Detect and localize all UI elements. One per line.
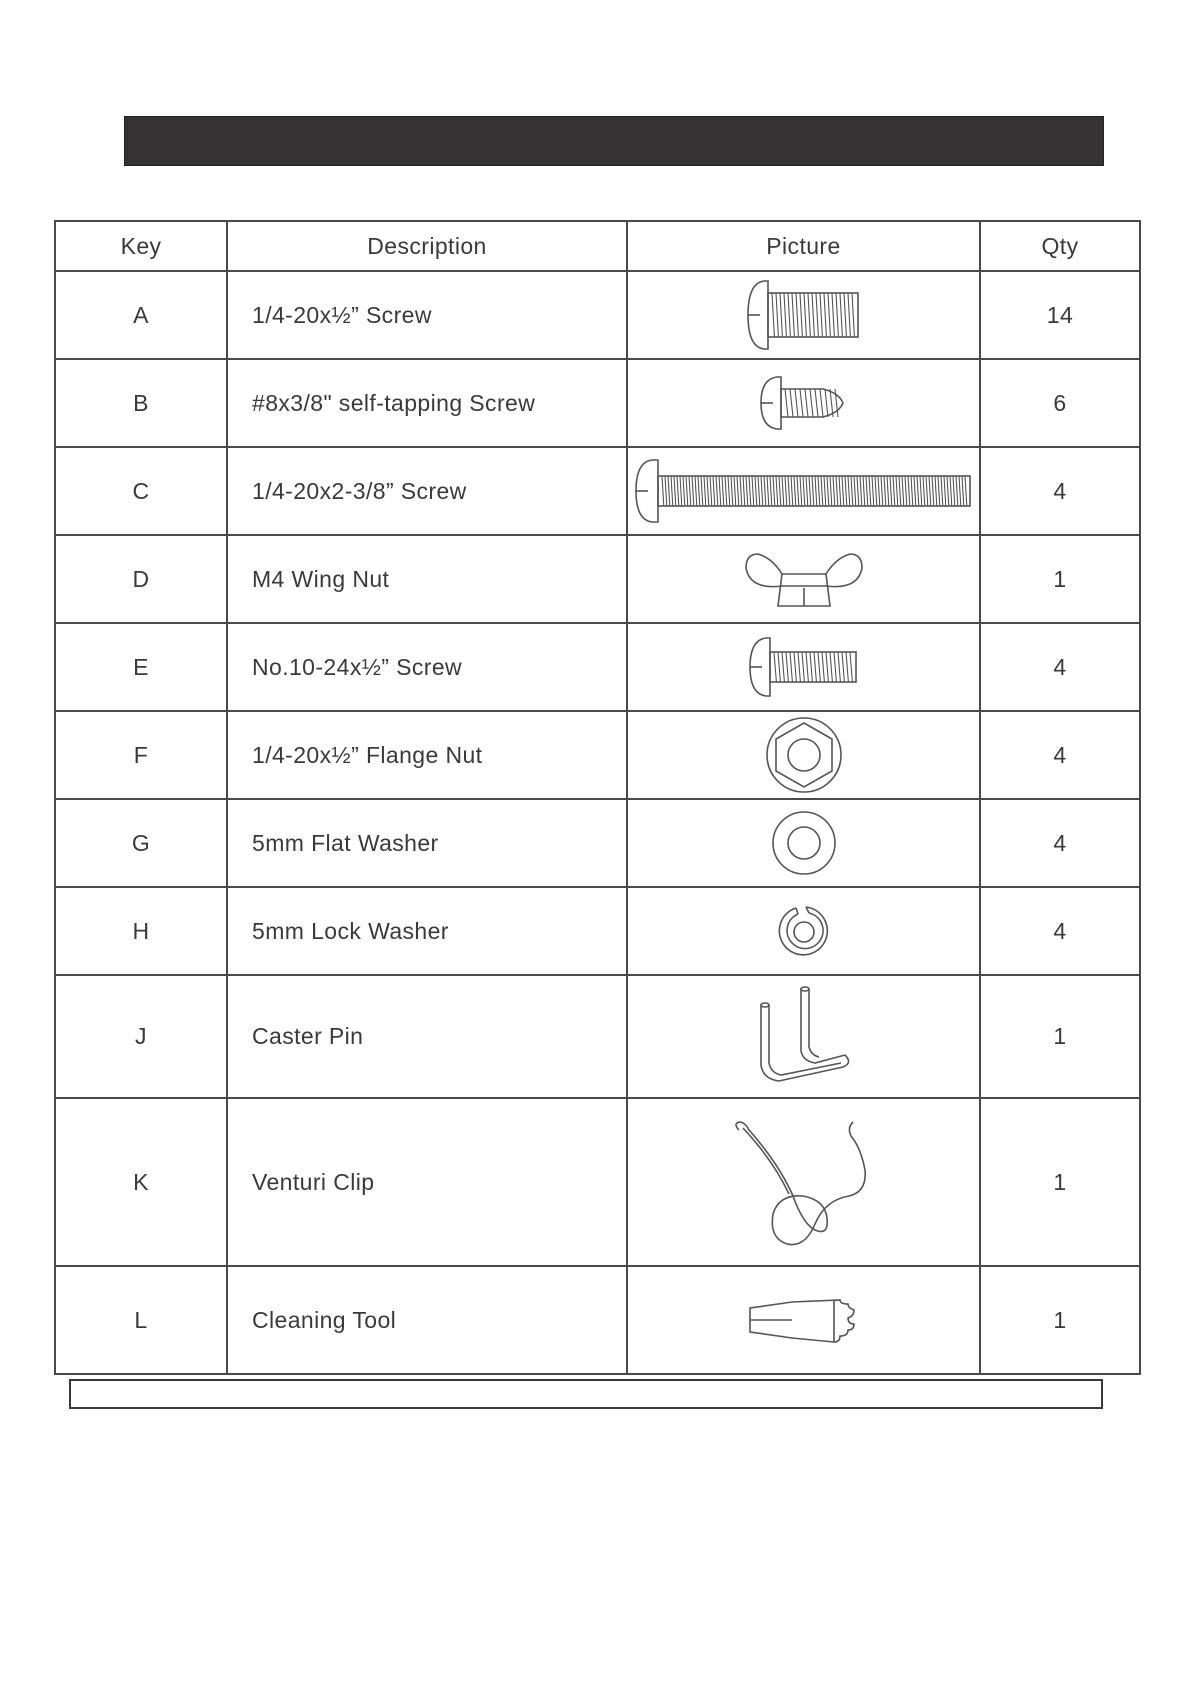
- part-description: 5mm Lock Washer: [227, 887, 627, 975]
- part-key: A: [55, 271, 227, 359]
- part-quantity: 4: [980, 799, 1140, 887]
- hardware-table: [54, 220, 1141, 1375]
- table-row: [55, 711, 1140, 799]
- flat-washer-icon: [769, 808, 839, 878]
- part-description: 1/4-20x2-3/8” Screw: [227, 447, 627, 535]
- machine-screw-icon: [748, 634, 860, 700]
- part-key: K: [55, 1098, 227, 1266]
- table-header-row: [55, 221, 1140, 271]
- header-bar: [124, 116, 1104, 166]
- part-quantity: 4: [980, 711, 1140, 799]
- part-quantity: 1: [980, 1098, 1140, 1266]
- venturi-clip-icon: [729, 1114, 879, 1250]
- column-header-qty: Qty: [980, 221, 1140, 271]
- part-quantity: 4: [980, 887, 1140, 975]
- table-row: [55, 1266, 1140, 1374]
- table-row: [55, 975, 1140, 1098]
- part-quantity: 1: [980, 975, 1140, 1098]
- table-row: [55, 359, 1140, 447]
- column-header-key: Key: [55, 221, 227, 271]
- part-description: Caster Pin: [227, 975, 627, 1098]
- cleaning-tool-icon: [744, 1290, 864, 1350]
- column-header-picture: Picture: [627, 221, 980, 271]
- part-key: B: [55, 359, 227, 447]
- table-row: [55, 535, 1140, 623]
- part-quantity: 4: [980, 447, 1140, 535]
- pan-head-screw-short-icon: [744, 273, 864, 357]
- part-quantity: 1: [980, 1266, 1140, 1374]
- table-row: [55, 799, 1140, 887]
- part-quantity: 14: [980, 271, 1140, 359]
- column-header-description: Description: [227, 221, 627, 271]
- part-description: Cleaning Tool: [227, 1266, 627, 1374]
- self-tapping-screw-icon: [759, 373, 849, 433]
- part-description: No.10-24x½” Screw: [227, 623, 627, 711]
- long-screw-icon: [634, 456, 974, 526]
- part-quantity: 1: [980, 535, 1140, 623]
- part-description: 1/4-20x½” Flange Nut: [227, 711, 627, 799]
- part-description: M4 Wing Nut: [227, 535, 627, 623]
- part-key: F: [55, 711, 227, 799]
- table-row: [55, 1098, 1140, 1266]
- part-key: L: [55, 1266, 227, 1374]
- caster-pin-icon: [749, 985, 859, 1089]
- part-key: J: [55, 975, 227, 1098]
- part-key: H: [55, 887, 227, 975]
- part-description: #8x3/8" self-tapping Screw: [227, 359, 627, 447]
- part-description: 5mm Flat Washer: [227, 799, 627, 887]
- wing-nut-icon: [742, 544, 866, 614]
- table-row: [55, 447, 1140, 535]
- part-key: E: [55, 623, 227, 711]
- part-quantity: 6: [980, 359, 1140, 447]
- lock-washer-icon: [776, 903, 832, 959]
- part-key: G: [55, 799, 227, 887]
- part-quantity: 4: [980, 623, 1140, 711]
- part-description: Venturi Clip: [227, 1098, 627, 1266]
- table-row: [55, 887, 1140, 975]
- part-description: 1/4-20x½” Screw: [227, 271, 627, 359]
- part-key: C: [55, 447, 227, 535]
- flange-nut-icon: [764, 715, 844, 795]
- part-key: D: [55, 535, 227, 623]
- table-row: [55, 623, 1140, 711]
- table-row: [55, 271, 1140, 359]
- footer-box: [69, 1379, 1103, 1409]
